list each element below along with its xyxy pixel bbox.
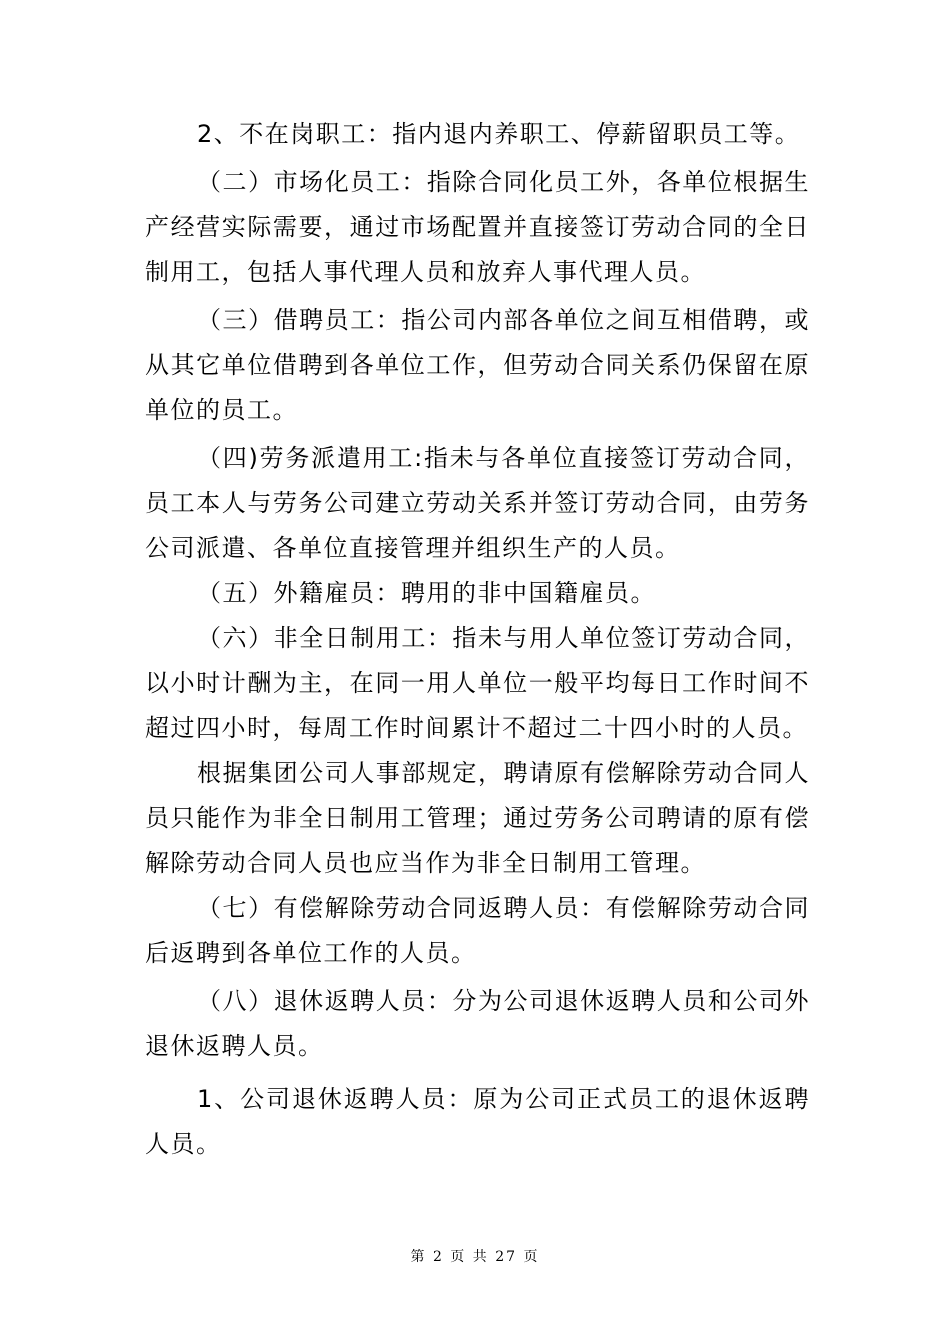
page-footer: 第 2 页 共 27 页 [410,1249,540,1265]
paragraph-5: （五）外籍雇员：聘用的非中国籍雇员。 [197,579,656,607]
paragraph-3: （三）借聘员工：指公司内部各单位之间互相借聘，或从其它单位借聘到各单位工作，但劳动合同关系仍保留在原单位的员工。 [145,306,810,424]
paragraph-6: （六）非全日制用工：指未与用人单位签订劳动合同，以小时计酬为主，在同一用人单位一般平均每日工作时间不超过四小时，每周工作时间累计不超过二十四小时的人员。 [145,624,810,742]
paragraph-9: （八）退休返聘人员：分为公司退休返聘人员和公司外退休返聘人员。 [145,987,810,1060]
paragraph-7: 根据集团公司人事部规定，聘请原有偿解除劳动合同人员只能作为非全日制用工管理；通过劳务公司聘请的原有偿解除劳动合同人员也应当作为非全日制用工管理。 [145,759,810,877]
paragraph-4: （四)劳务派遣用工:指未与各单位直接签订劳动合同，员工本人与劳务公司建立劳动关系并签订劳动合同，由劳务公司派遣、各单位直接管理并组织生产的人员。 [145,444,810,562]
document-body [145,112,810,1167]
paragraph-8: （七）有偿解除劳动合同返聘人员：有偿解除劳动合同后返聘到各单位工作的人员。 [145,894,810,967]
paragraph-1: 2、不在岗职工：指内退内养职工、停薪留职员工等。 [197,120,801,148]
paragraph-2: （二）市场化员工：指除合同化员工外，各单位根据生产经营实际需要，通过市场配置并直接签订劳动合同的全日制用工，包括人事代理人员和放弃人事代理人员。 [145,168,810,286]
paragraph-10: 1、公司退休返聘人员：原为公司正式员工的退休返聘人员。 [145,1085,810,1158]
